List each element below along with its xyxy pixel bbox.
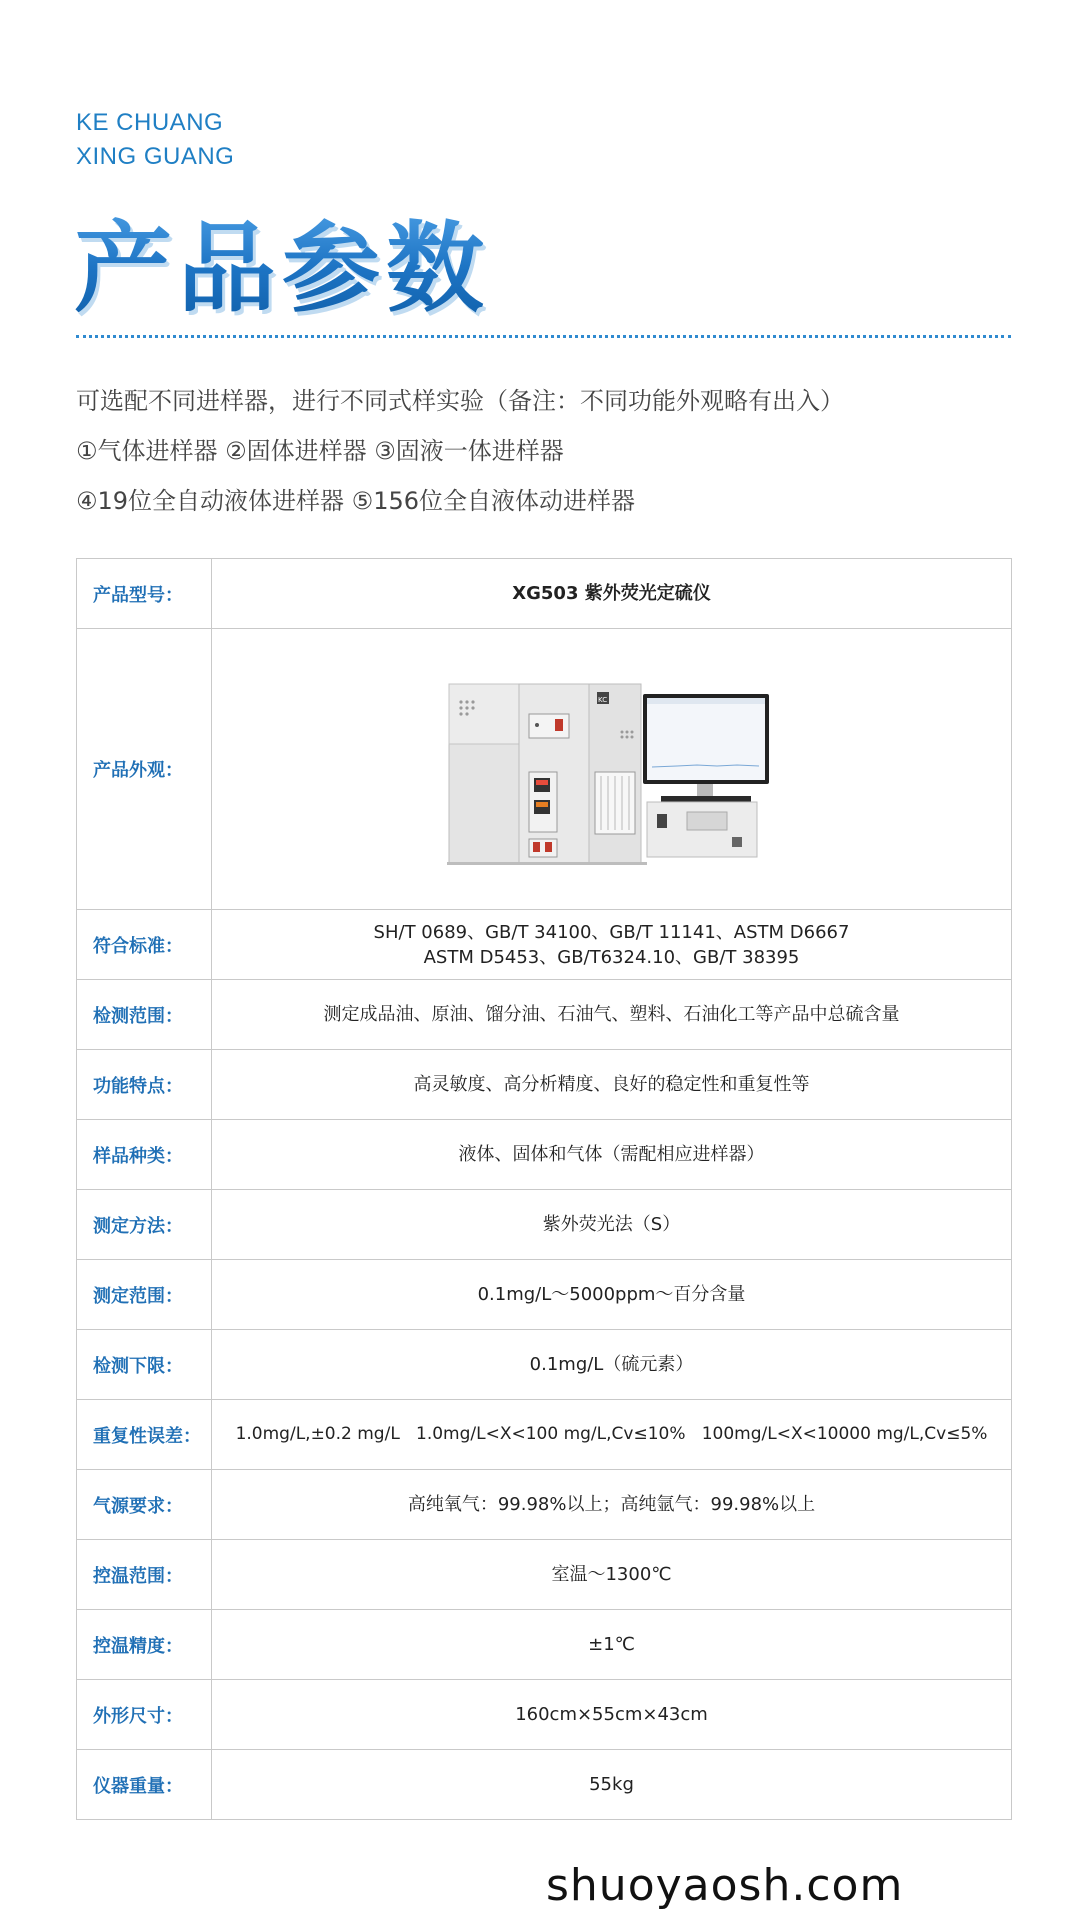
spec-label-repeatability: 重复性误差： <box>77 1400 212 1470</box>
spec-label-features: 功能特点： <box>77 1050 212 1120</box>
spec-value-standard <box>212 910 1012 980</box>
intro-line-3: ④19位全自动液体进样器 ⑤156位全自液体动进样器 <box>76 487 636 515</box>
standard-line-2: ASTM D5453、GB/T6324.10、GB/T 38395 <box>423 946 800 968</box>
spec-label-standard: 符合标准： <box>77 910 212 980</box>
spec-value-dimensions: 160cm×55cm×43cm <box>212 1680 1012 1750</box>
table-row <box>77 1470 1012 1540</box>
intro-line-2: ①气体进样器 ②固体进样器 ③固液一体进样器 <box>76 437 564 465</box>
spec-value-weight: 55kg <box>212 1750 1012 1820</box>
spec-label-weight: 仪器重量： <box>77 1750 212 1820</box>
table-row <box>77 559 1012 629</box>
intro-text <box>76 376 844 526</box>
spec-value-range: 0.1mg/L～5000ppm～百分含量 <box>212 1260 1012 1330</box>
spec-value-scope: 测定成品油、原油、馏分油、石油气、塑料、石油化工等产品中总硫含量 <box>212 980 1012 1050</box>
logo-text: KC <box>597 695 607 704</box>
spec-value-temp-range: 室温～1300℃ <box>212 1540 1012 1610</box>
table-row <box>77 910 1012 980</box>
table-row <box>77 1610 1012 1680</box>
table-row <box>77 1050 1012 1120</box>
spec-label-temp-range: 控温范围： <box>77 1540 212 1610</box>
spec-label-temp-precision: 控温精度： <box>77 1610 212 1680</box>
table-row <box>77 1540 1012 1610</box>
footer-watermark: shuoyaosh.com <box>546 1860 904 1911</box>
table-row <box>77 629 1012 910</box>
spec-value-method: 紫外荧光法（S） <box>212 1190 1012 1260</box>
spec-label-method: 测定方法： <box>77 1190 212 1260</box>
brand-line-1: KE CHUANG <box>76 109 224 136</box>
spec-value-features: 高灵敏度、高分析精度、良好的稳定性和重复性等 <box>212 1050 1012 1120</box>
intro-line-1: 可选配不同进样器，进行不同式样实验（备注：不同功能外观略有出入） <box>76 387 844 415</box>
spec-table <box>76 558 1012 1820</box>
table-row <box>77 1260 1012 1330</box>
instrument-illustration <box>447 672 777 867</box>
spec-label-scope: 检测范围： <box>77 980 212 1050</box>
table-row <box>77 1120 1012 1190</box>
spec-value-repeatability: 1.0mg/L,±0.2 mg/L 1.0mg/L<X<100 mg/L,Cv≤10% 100mg/L<X<10000 mg/L,Cv≤5% <box>212 1400 1012 1470</box>
spec-label-appearance: 产品外观： <box>77 629 212 910</box>
brand-text <box>76 106 234 174</box>
spec-label-range: 测定范围： <box>77 1260 212 1330</box>
spec-value-temp-precision: ±1℃ <box>212 1610 1012 1680</box>
table-row <box>77 980 1012 1050</box>
spec-label-gas: 气源要求： <box>77 1470 212 1540</box>
product-image <box>447 672 777 867</box>
spec-value-appearance <box>212 629 1012 910</box>
spec-label-dimensions: 外形尺寸： <box>77 1680 212 1750</box>
spec-value-detection-limit: 0.1mg/L（硫元素） <box>212 1330 1012 1400</box>
spec-value-sample-type: 液体、固体和气体（需配相应进样器） <box>212 1120 1012 1190</box>
page-title: 产品参数 <box>74 190 490 331</box>
spec-value-gas: 高纯氧气：99.98%以上；高纯氩气：99.98%以上 <box>212 1470 1012 1540</box>
table-row <box>77 1680 1012 1750</box>
table-row <box>77 1190 1012 1260</box>
spec-label-model: 产品型号： <box>77 559 212 629</box>
spec-label-sample-type: 样品种类： <box>77 1120 212 1190</box>
table-row <box>77 1750 1012 1820</box>
spec-value-model: XG503 紫外荧光定硫仪 <box>212 559 1012 629</box>
table-row <box>77 1400 1012 1470</box>
standard-line-1: SH/T 0689、GB/T 34100、GB/T 11141、ASTM D6667 <box>373 921 850 943</box>
spec-label-detection-limit: 检测下限： <box>77 1330 212 1400</box>
brand-line-2: XING GUANG <box>76 143 235 170</box>
dotted-divider <box>76 335 1011 338</box>
table-row <box>77 1330 1012 1400</box>
